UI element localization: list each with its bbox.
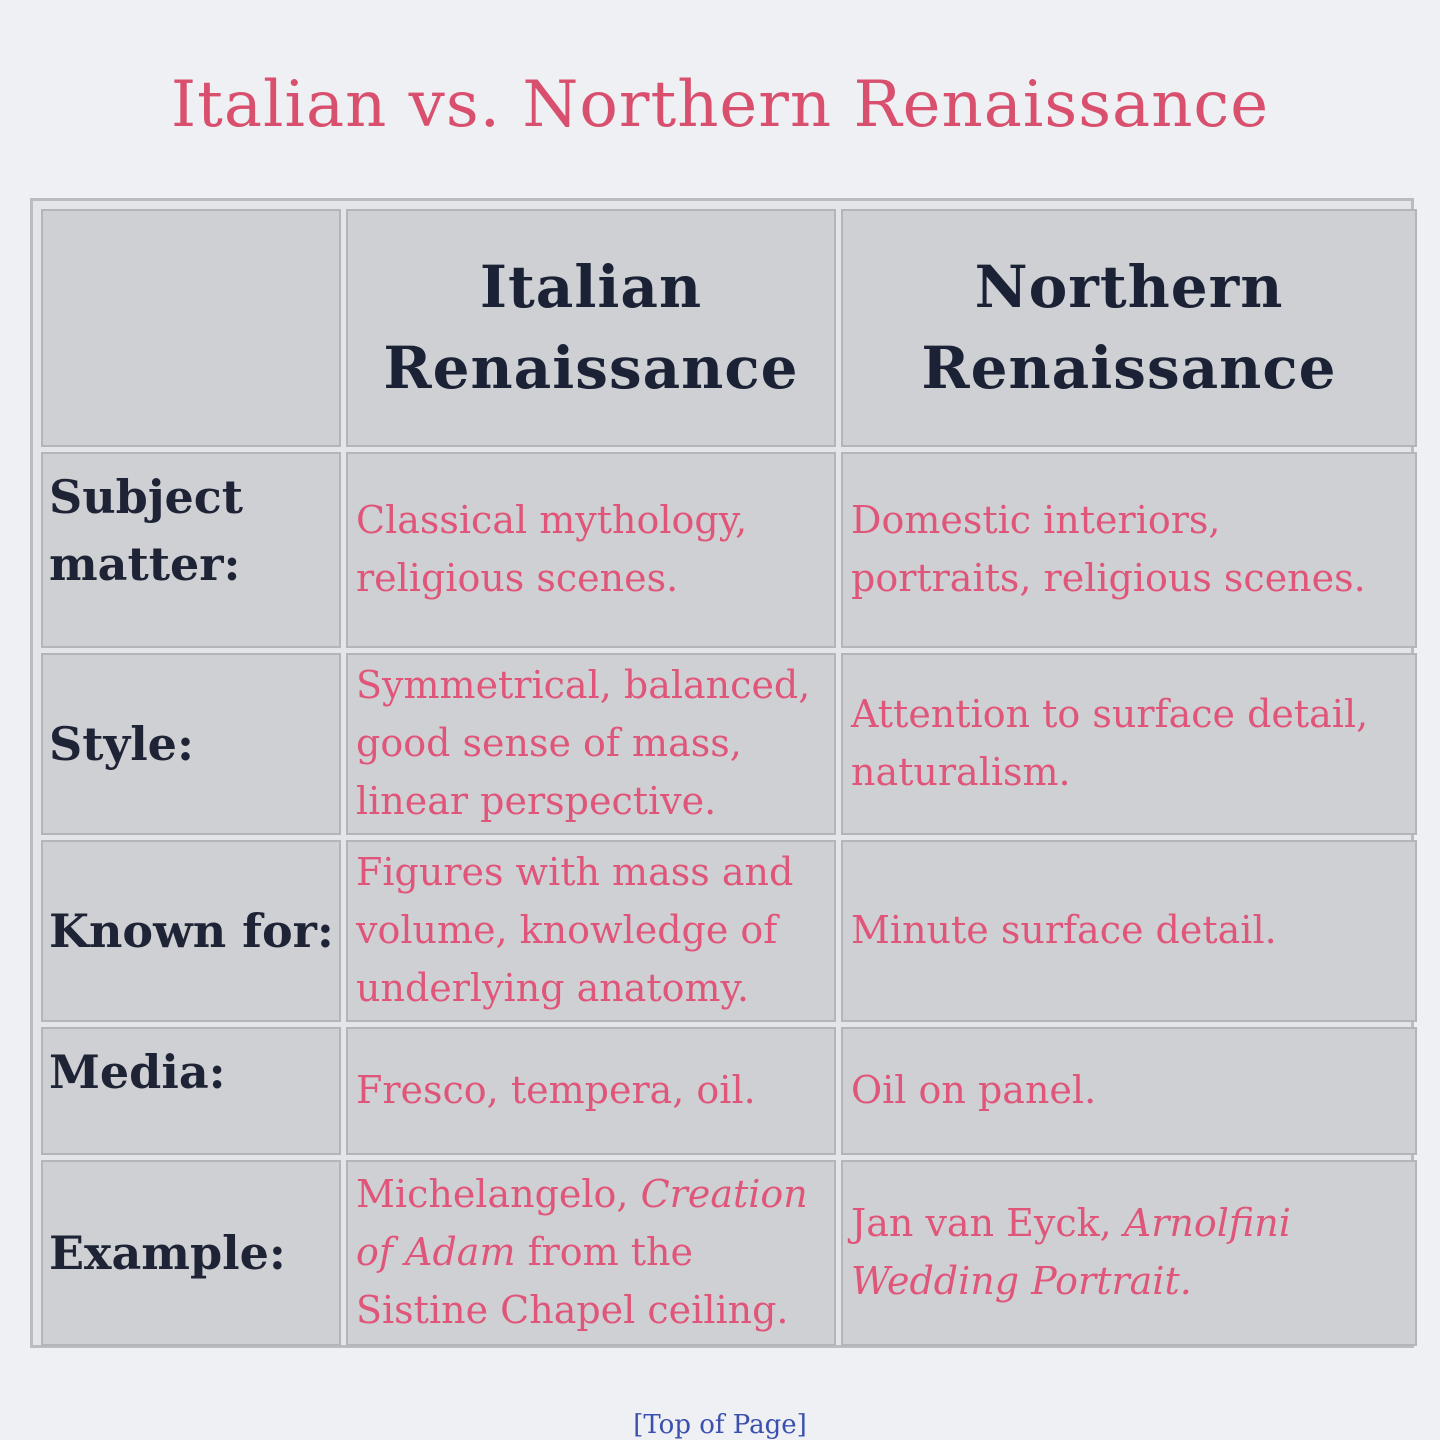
- row-label-media: Media:: [41, 1027, 341, 1155]
- cell-italian-media: Fresco, tempera, oil.: [346, 1027, 836, 1155]
- comparison-table: [30, 198, 1414, 1348]
- cell-italian-subject-matter: Classical mythology, religious scenes.: [346, 452, 836, 648]
- row-label-example: Example:: [41, 1160, 341, 1346]
- header-northern: Northern Renaissance: [841, 209, 1417, 447]
- cell-northern-known-for: Minute surface detail.: [841, 840, 1417, 1022]
- table-row: [41, 1160, 1417, 1346]
- top-of-page-link[interactable]: [Top of Page]: [633, 1410, 807, 1440]
- example-northern-work: Arnolfini Wedding Portrait.: [851, 1201, 1291, 1303]
- cell-italian-style: Symmetrical, balanced, good sense of mass, linear perspective.: [346, 653, 836, 835]
- row-label-known-for: Known for:: [41, 840, 341, 1022]
- table-row: [41, 653, 1417, 835]
- cell-northern-style: Attention to surface detail, naturalism.: [841, 653, 1417, 835]
- header-italian: Italian Renaissance: [346, 209, 836, 447]
- cell-northern-subject-matter: Domestic interiors, portraits, religious scenes.: [841, 452, 1417, 648]
- table-row: [41, 840, 1417, 1022]
- header-empty-cell: [41, 209, 341, 447]
- table-row: [41, 452, 1417, 648]
- page-title: Italian vs. Northern Renaissance: [170, 68, 1270, 142]
- example-italian-artist: Michelangelo,: [356, 1172, 641, 1217]
- row-label-style: Style:: [41, 653, 341, 835]
- cell-italian-known-for: Figures with mass and volume, knowledge of underlying anatomy.: [346, 840, 836, 1022]
- cell-northern-example: [841, 1160, 1417, 1346]
- table-header-row: [41, 209, 1417, 447]
- cell-italian-example: [346, 1160, 836, 1346]
- table-row: [41, 1027, 1417, 1155]
- example-italian-work: Creation of Adam: [356, 1172, 808, 1275]
- row-label-subject-matter: Subject matter:: [41, 452, 341, 648]
- cell-northern-media: Oil on panel.: [841, 1027, 1417, 1155]
- example-northern-artist: Jan van Eyck,: [851, 1201, 1124, 1246]
- example-italian-location: from the Sistine Chapel ceiling.: [356, 1230, 789, 1332]
